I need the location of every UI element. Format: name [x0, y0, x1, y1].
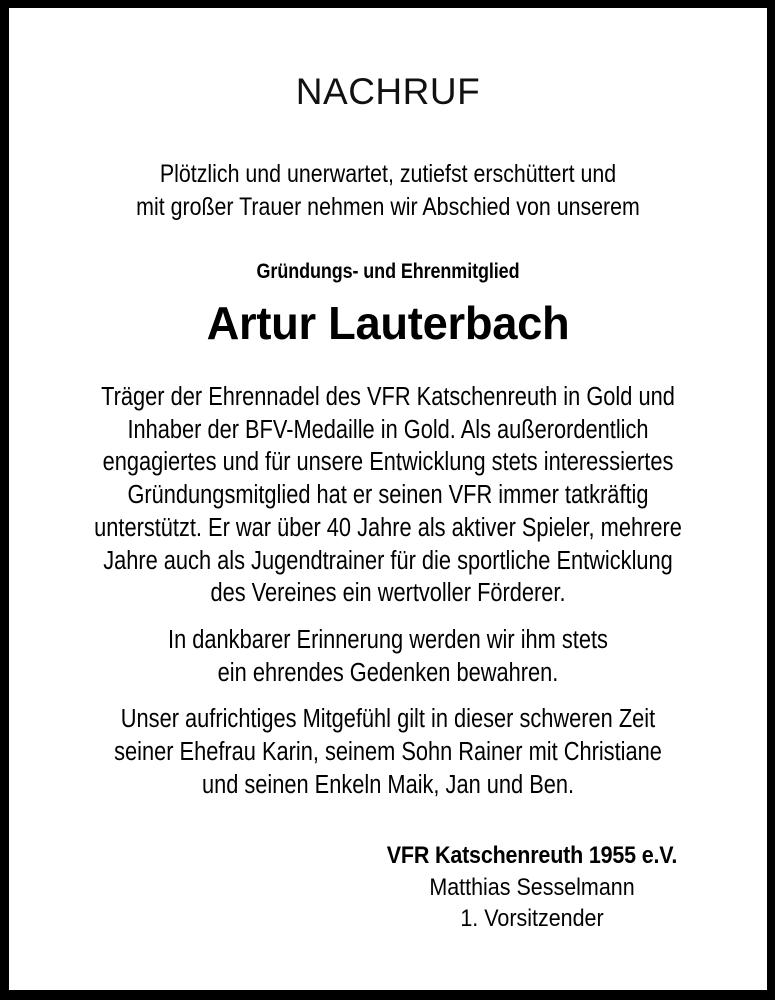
deceased-name-text: Artur Lauterbach — [206, 297, 570, 349]
tribute-line — [9, 381, 767, 414]
signature-organization-text: VFR Katschenreuth 1955 e.V. — [386, 842, 678, 870]
condolence-line — [9, 703, 767, 736]
tribute-line-text: engagiertes und für unsere Entwicklung stets interessiertes — [102, 448, 674, 477]
lead-line-text: mit großer Trauer nehmen wir Abschied von unserem — [136, 192, 640, 221]
signature-block — [9, 801, 767, 934]
tribute-line — [9, 479, 767, 512]
tribute-line-text: Träger der Ehrennadel des VFR Katschenreuth in Gold und — [101, 383, 675, 411]
lead-line — [9, 158, 767, 191]
tribute-line-text: unterstützt. Er war über 40 Jahre als aktiver Spieler, mehrere — [94, 513, 682, 542]
notice-title-text: NACHRUF — [295, 71, 481, 112]
deceased-name — [9, 285, 767, 351]
condolence-paragraph — [9, 689, 767, 801]
remembrance-line — [9, 657, 767, 690]
tribute-line — [9, 512, 767, 545]
tribute-line — [9, 414, 767, 447]
remembrance-line — [9, 624, 767, 657]
signature-role-text: 1. Vorsitzender — [460, 905, 604, 933]
notice-paper — [9, 8, 767, 990]
signature-person — [297, 872, 767, 903]
condolence-line-text: seiner Ehefrau Karin, seinem Sohn Rainer mit Christiane — [114, 738, 662, 767]
tribute-paragraph — [9, 351, 767, 610]
condolence-line-text: und seinen Enkeln Maik, Jan und Ben. — [201, 770, 575, 799]
member-role-subtitle — [9, 223, 767, 285]
remembrance-line-text: In dankbarer Erinnerung werden wir ihm stets — [168, 625, 608, 654]
remembrance-paragraph — [9, 610, 767, 689]
remembrance-line-text: ein ehrendes Gedenken bewahren. — [217, 658, 559, 687]
condolence-line-text: Unser aufrichtiges Mitgefühl gilt in dieser schweren Zeit — [120, 705, 656, 734]
tribute-line-text: Inhaber der BFV-Medaille in Gold. Als außerordentlich — [127, 415, 649, 444]
tribute-line — [9, 577, 767, 610]
lead-line-text: Plötzlich und unerwartet, zutiefst erschüttert und — [159, 160, 617, 188]
tribute-line-text: Gründungsmitglied hat er seinen VFR immer tatkräftig — [127, 481, 649, 510]
tribute-line-text: des Vereines ein wertvoller Förderer. — [210, 579, 566, 608]
signature-role — [297, 903, 767, 934]
notice-title — [9, 8, 767, 114]
condolence-line — [9, 769, 767, 802]
signature-person-text: Matthias Sesselmann — [429, 874, 635, 902]
lead-line — [9, 191, 767, 224]
member-role-text: Gründungs- und Ehrenmitglied — [256, 260, 520, 283]
notice-content — [9, 8, 767, 990]
signature-organization — [297, 839, 767, 872]
tribute-line — [9, 446, 767, 479]
lead-paragraph — [9, 114, 767, 223]
condolence-line — [9, 736, 767, 769]
tribute-line — [9, 545, 767, 578]
tribute-line-text: Jahre auch als Jugendtrainer für die sportliche Entwicklung — [103, 546, 673, 575]
